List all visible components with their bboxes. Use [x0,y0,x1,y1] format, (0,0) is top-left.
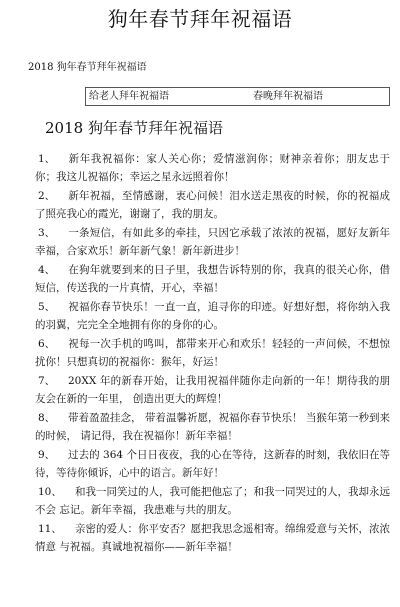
greeting-list [35,151,390,558]
item-text: 新年我祝福你：家人关心你；爱情滋润你；财神亲着你；朋友忠于你；我这儿祝福你；幸运之星永远照着你！ [35,153,390,183]
item-text: 新年祝福，至情感谢，衷心问候！泪水送走黑夜的时候，你的祝福成了照亮我心的霞光，谢谢了，我的朋友。 [35,190,390,220]
page-title: 狗年春节拜年祝福语 [107,7,293,31]
item-number: 11、 [38,523,62,535]
item-text: 亲密的爱人：你平安否？愿把我思念遥相寄。绵绵爱意与关怀，浓浓情意 与祝福。真诚地祝福你——新年幸福！ [35,523,390,553]
item-number: 6、 [38,338,56,350]
list-item [35,225,390,260]
item-number: 5、 [38,301,56,313]
item-number: 4、 [38,264,56,276]
list-item [35,299,390,334]
related-links-box [85,87,390,106]
list-item [35,262,390,297]
item-text: 和我一同笑过的人，我可能把他忘了；和我一同哭过的人，我却永远不会 忘记。新年幸福，我患难与共的朋友。 [35,486,390,516]
list-item [35,373,390,408]
list-item [35,484,390,519]
item-number: 7、 [38,375,56,387]
related-link-spring-gala[interactable]: 春晚拜年祝福语 [253,91,323,102]
item-text: 20XX 年的新春开始，让我用祝福伴随你走向新的一年！期待我的朋友会在新的一年里， 创造出更大的辉煌！ [35,375,390,405]
list-item [35,151,390,186]
item-text: 带着盈盈挂念， 带着温馨祈愿，祝福你春节快乐！ 当猴年第一秒到来的时候， 请记得，我在祝福你！新年幸福！ [35,412,390,442]
item-number: 9、 [38,449,56,461]
list-item [35,447,390,482]
list-item [35,188,390,223]
section-heading: 2018 狗年春节拜年祝福语 [45,119,223,137]
page-subtitle: 2018 狗年春节拜年祝福语 [28,62,147,73]
item-text: 一条短信，有如此多的牵挂，只因它承载了浓浓的祝福，愿好友新年幸福，合家欢乐！新年新气象！新年新进步！ [35,227,390,257]
item-text: 祝每一次手机的鸣叫，都带来开心和欢乐！轻轻的一声问候，不想惊扰你！只想真切的祝福你：猴年，好运！ [35,338,390,368]
list-item [35,521,390,556]
item-number: 2、 [38,190,56,202]
item-number: 1、 [38,153,56,165]
item-number: 8、 [38,412,56,424]
item-text: 祝福你春节快乐！一直一直，追寻你的印迹。好想好想，将你纳入我的羽翼，完完全全地拥有你的身你的心。 [35,301,390,331]
list-item [35,336,390,371]
list-item [35,410,390,445]
item-text: 在狗年就要到来的日子里，我想告诉特别的你，我真的很关心你，借短信，传送我的一片真情，开心，幸福！ [35,264,390,294]
item-number: 3、 [38,227,56,239]
item-text: 过去的 364 个日日夜夜，我的心在等待，这新春的时刻，我依旧在等待，等待你倾诉，心中的语言。新年好！ [35,449,390,479]
item-number: 10、 [38,486,62,498]
related-link-elders[interactable]: 给老人拜年祝福语 [89,91,169,102]
